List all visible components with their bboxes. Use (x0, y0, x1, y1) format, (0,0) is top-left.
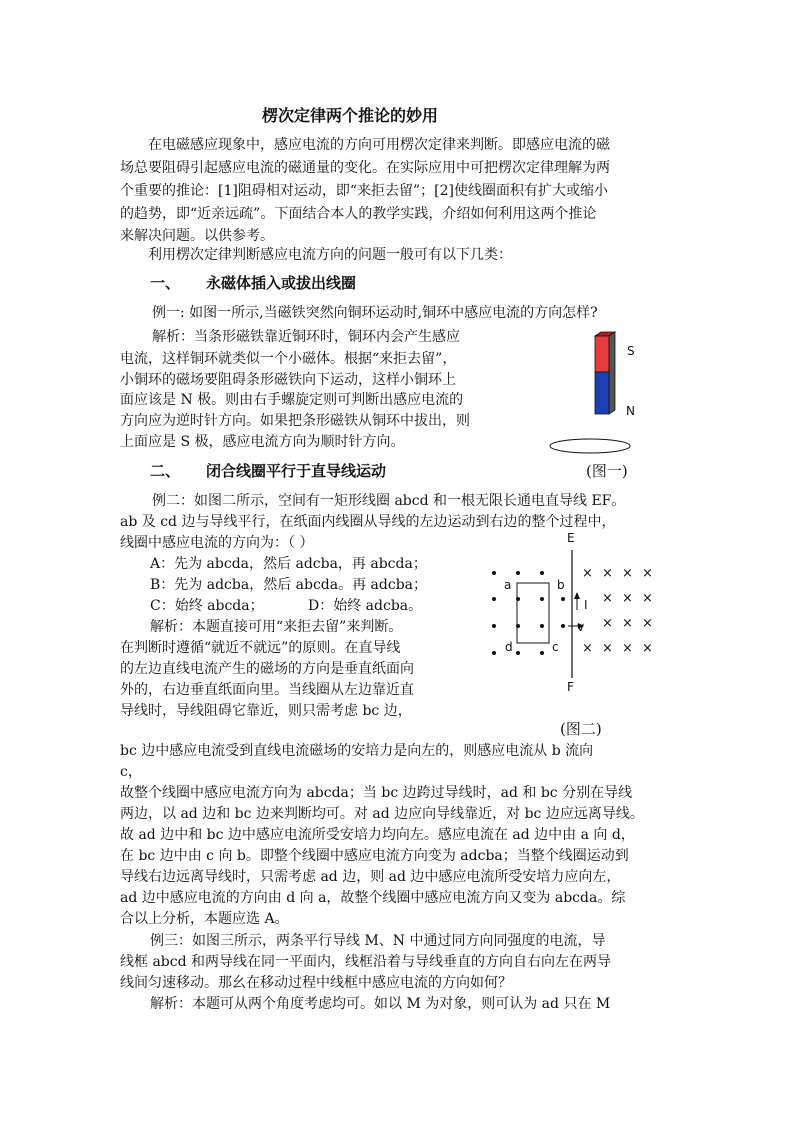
example-1-question: 例一: 如图一所示,当磁铁突然向铜环运动时,铜环中感应电流的方向怎样? (152, 305, 598, 321)
field-cross: × (582, 566, 593, 581)
field-cross: × (602, 616, 613, 631)
label-velocity: v (577, 620, 585, 634)
intro-line: 利用楞次定律判断感应电流方向的问题一般可有以下几类： (148, 247, 512, 263)
intro-line: 在电磁感应现象中，感应电流的方向可用楞次定律来判断。即感应电流的磁 (148, 137, 610, 153)
figure-2-lines (480, 540, 660, 690)
analysis-line: 解析：本题直接可用“来拒去留”来判断。 (150, 619, 403, 635)
field-cross: × (642, 616, 653, 631)
analysis-line: 的左边直线电流产生的磁场的方向是垂直纸面向 (120, 661, 414, 677)
section-1-number: 一、 (150, 274, 181, 292)
field-dot (561, 597, 565, 601)
field-dot (561, 624, 565, 628)
analysis-continue-line: c， (120, 764, 142, 780)
example-3-line: 线间匀速移动。那幺在移动过程中线框中感应电流的方向如何？ (120, 975, 512, 991)
field-cross: × (642, 566, 653, 581)
figure-2-caption: (图二) (560, 720, 602, 738)
analysis-line: 外的，右边垂直纸面向里。当线圈从左边靠近直 (120, 682, 414, 698)
field-cross: × (622, 566, 633, 581)
analysis-continue-line: 故 ad 边中和 bc 边中感应电流所受安培力均向左。感应电流在 ad 边中由 a 向 d， (120, 827, 635, 843)
example-2-line: 例二：如图二所示，空间有一矩形线圈 abcd 和一根无限长通电直导线 EF。 (152, 493, 626, 509)
analysis-continue-line: 故整个线圈中感应电流方向为 abcda；当 bc 边跨过导线时，ad 和 bc 分别在导线 (120, 785, 633, 801)
field-dot (492, 571, 496, 575)
option-b: B：先为 adcba，然后 abcda。再 adcba； (150, 577, 428, 593)
analysis-line: 面应该是 N 极。则由右手螺旋定则可判断出感应电流的 (120, 392, 464, 408)
intro-line: 场总要阻碍引起感应电流的磁通量的变化。在实际应用中可把楞次定律理解为两 (120, 160, 610, 176)
label-e: E (567, 531, 575, 545)
figure-1 (545, 330, 655, 460)
analysis-continue-line: ad 边中感应电流的方向由 d 向 a，故整个线圈中感应电流方向又变为 abcda。综 (120, 890, 626, 906)
intro-line: 的趋势，即“近亲远疏”。下面结合本人的教学实践，介绍如何利用这两个推论 (120, 206, 597, 222)
label-c: c (552, 640, 559, 654)
example-3-line: 例三：如图三所示，两条平行导线 M、N 中通过同方向同强度的电流，导 (150, 933, 606, 949)
analysis-line: 在判断时遵循“就近不就远”的原则。在直导线 (120, 640, 401, 656)
label-current: I (584, 598, 588, 612)
page-title: 楞次定律两个推论的妙用 (262, 106, 439, 125)
copper-ring (550, 439, 630, 453)
analysis-line: 电流，这样铜环就类似一个小磁体。根据“来拒去留”， (120, 351, 457, 367)
analysis-continue-line: 合以上分析，本题应选 A。 (120, 911, 289, 927)
field-dot (516, 597, 520, 601)
option-d: D：始终 adcba。 (308, 598, 423, 614)
label-d: d (505, 640, 513, 654)
label-b: b (557, 578, 565, 592)
example-3-line: 解析：本题可从两个角度考虑均可。如以 M 为对象，则可认为 ad 只在 M (150, 996, 611, 1012)
example-2-line: ab 及 cd 边与导线平行，在纸面内线圈从导线的左边运动到右边的整个过程中， (120, 514, 616, 530)
intro-line: 个重要的推论：[1]阻碍相对运动，即“来拒去留”；[2]使线圈面积有扩大或缩小 (120, 183, 608, 199)
example-2-line: 线圈中感应电流的方向为：（ ） (120, 535, 314, 551)
section-2-heading: 闭合线圈平行于直导线运动 (206, 462, 387, 480)
example-3-line: 线框 abcd 和两导线在同一平面内，线框沿着与导线垂直的方向自右向左在两导 (120, 954, 612, 970)
field-dot (492, 624, 496, 628)
rectangular-coil (517, 583, 549, 643)
analysis-line: 导线时，导线阻碍它靠近，则只需考虑 bc 边， (120, 703, 412, 719)
analysis-line: 小铜环的磁场要阻碍条形磁铁向下运动，这样小铜环上 (120, 372, 456, 388)
field-cross: × (602, 591, 613, 606)
analysis-continue-line: 在 bc 边中由 c 向 b。即整个线圈中感应电流方向变为 adcba；当整个线圈运动到 (120, 848, 629, 864)
field-dot (540, 571, 544, 575)
magnet-north-pole (595, 372, 609, 414)
field-cross: × (622, 616, 633, 631)
field-cross: × (622, 591, 633, 606)
field-cross: × (602, 566, 613, 581)
field-dot (516, 571, 520, 575)
magnet-south-pole (595, 336, 609, 372)
field-cross: × (642, 641, 653, 656)
analysis-continue-line: bc 边中感应电流受到直线电流磁场的安培力是向左的，则感应电流从 b 流向 (120, 743, 594, 759)
field-dot (516, 651, 520, 655)
pole-label-n: N (626, 404, 635, 418)
section-2-number: 二、 (150, 462, 181, 480)
field-cross: × (602, 641, 613, 656)
field-dot (540, 624, 544, 628)
magnet-side-face (609, 332, 615, 414)
field-cross: × (622, 641, 633, 656)
field-dot (492, 651, 496, 655)
analysis-continue-line: 导线右边远离导线时，只需考虑 ad 边，则 ad 边中感应电流所受安培力应向左， (120, 869, 621, 885)
pole-label-s: S (627, 344, 635, 358)
analysis-line: 上面应是 S 极，感应电流方向为顺时针方向。 (120, 434, 405, 450)
field-dot (540, 651, 544, 655)
option-a: A：先为 abcda，然后 adcba，再 abcda； (150, 556, 427, 572)
section-1-heading: 永磁体插入或拔出线圈 (206, 274, 357, 292)
analysis-continue-line: 两边，以 ad 边和 bc 边来判断均可。对 ad 边应向导线靠近，对 bc 边应远离导线。 (120, 806, 644, 822)
field-cross: × (642, 591, 653, 606)
analysis-line: 方向应为逆时针方向。如果把条形磁铁从铜环中拔出，则 (120, 413, 470, 429)
intro-line: 来解决问题。以供参考。 (120, 228, 274, 244)
figure-1-caption: (图一) (586, 462, 628, 480)
field-cross: × (582, 641, 593, 656)
field-dot (540, 597, 544, 601)
field-dot (492, 597, 496, 601)
label-f: F (567, 680, 574, 694)
option-c: C：始终 abcda； (150, 598, 264, 614)
field-dot (516, 624, 520, 628)
current-arrowhead (574, 592, 580, 599)
label-a: a (504, 578, 512, 592)
analysis-line: 解析：当条形磁铁靠近铜环时，铜环内会产生感应 (152, 329, 460, 345)
